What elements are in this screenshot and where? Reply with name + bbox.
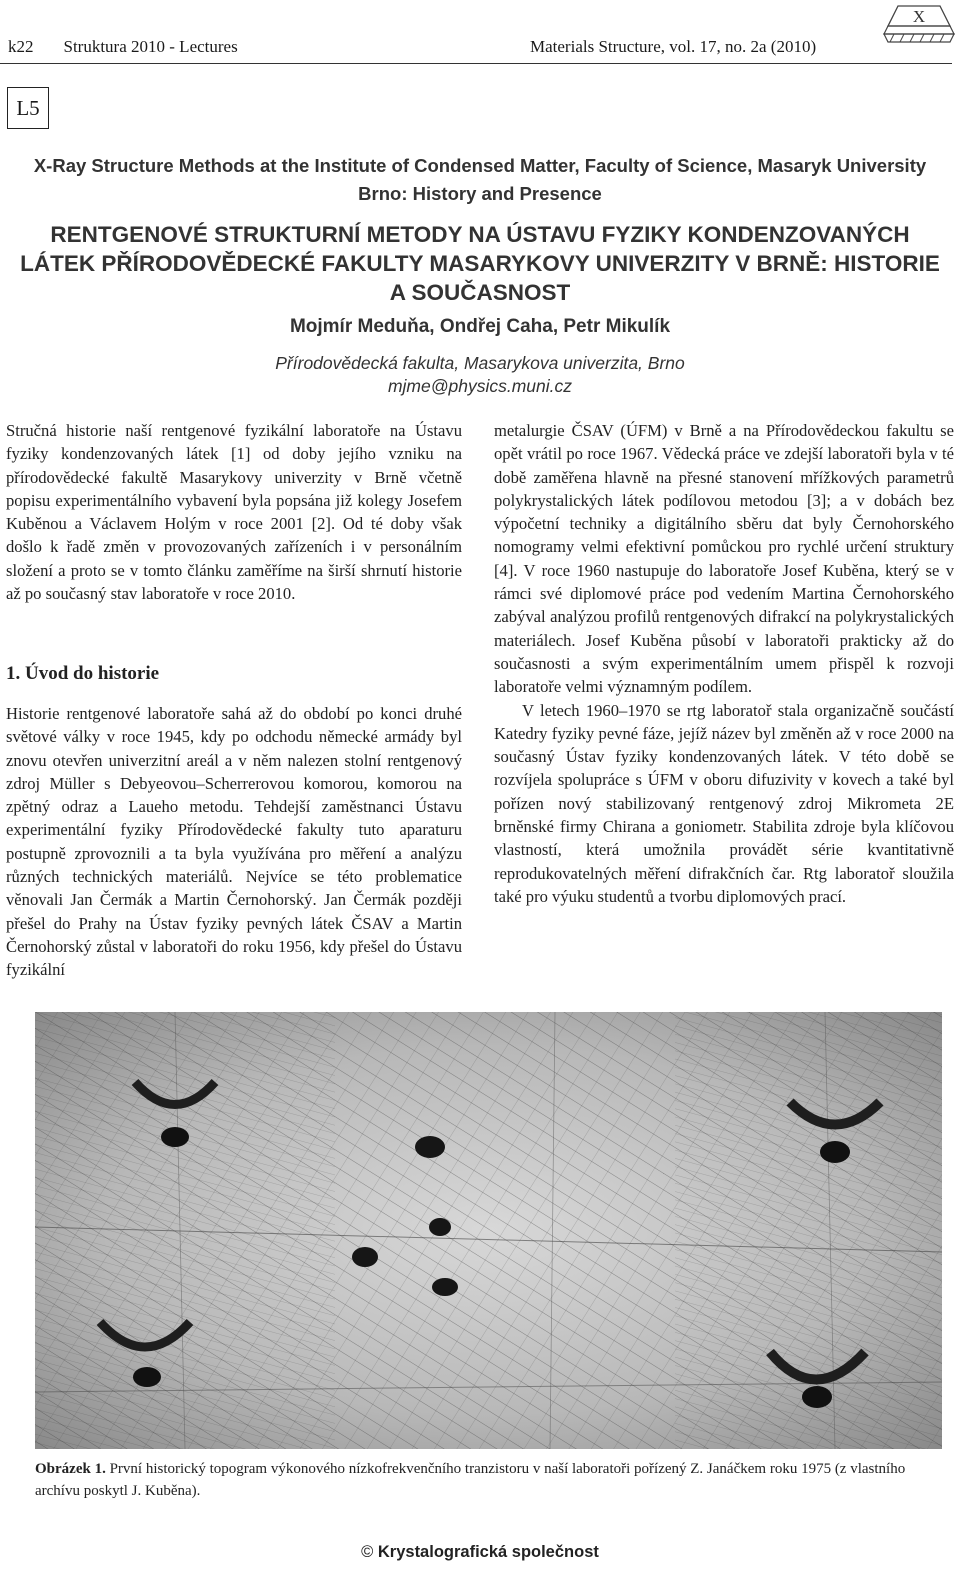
english-title: X-Ray Structure Methods at the Institute of Condensed Matter, Faculty of Science, Masaryk University Brno: History and Presence: [33, 155, 927, 204]
topogram-photo: [35, 1012, 942, 1449]
affiliation: Přírodovědecká fakulta, Masarykova univerzita, Brno: [275, 353, 685, 373]
journal-logo-icon: [880, 0, 958, 58]
czech-title: RENTGENOVÉ STRUKTURNÍ METODY NA ÚSTAVU FYZIKY KONDENZOVANÝCH LÁTEK PŘÍRODOVĚDECKÉ FAKULTY MASARYKOVY UNIVERZITY V BRNĚ: HISTORIE A SOUČASNOST: [20, 222, 940, 305]
lecture-code-box: L5: [7, 87, 49, 129]
authors: Mojmír Meduňa, Ondřej Caha, Petr Mikulík: [289, 316, 671, 337]
page-number: k22: [8, 37, 34, 56]
header-left: [8, 37, 238, 57]
running-header: [0, 37, 960, 63]
figure-caption-text: První historický topogram výkonového nízkofrekvenčního tranzistoru v naší laboratoři pořízený Z. Janáčkem roku 1975 (z vlastního archívu poskytl J. Kuběna).: [35, 1461, 906, 1499]
abstract-text: Stručná historie naší rentgenové fyzikální laboratoře na Ústavu fyziky kondenzovaných látek [1] od doby jejího vzniku na přírodovědecké fakultě Masarykovy univerzity v Brně včetně popisu experimentálního vybavení byla popsána již kolegy Josefem Kuběnou a Václavem Holým v roce 2001 [2]. Od té doby však došlo k řadě změn v provozovaných zařízeních i v personálním složení a proto se v tomto článku zaměříme na širší shrnutí historie až po současný stav laboratoře v roce 2010.: [6, 421, 462, 604]
logo-letter: X: [912, 7, 926, 26]
footer: [0, 1543, 960, 1562]
left-column-body: [6, 702, 462, 982]
email[interactable]: mjme@physics.muni.cz: [387, 376, 573, 396]
section-heading: 1. Úvod do historie: [6, 663, 160, 684]
society-name: Krystalografická společnost: [377, 1543, 599, 1561]
paragraph: V letech 1960–1970 se rtg laboratoř stala organizačně součástí Katedry fyziky pevné fáze, jejíž název byl změněn až v roce 2000 na současný Ústav fyziky kondenzovaných látek. V této době se rozvíjela spolupráce s ÚFM v oboru difuzivity v kovech a také byl pořízen nový stabilizovaný rentgenový zdroj Mikrometa 2E brněnské firmy Chirana a goniometr. Stabilita zdroje byla klíčovou vlastností, která umožnila provádět série kvantitativně reprodukovatelných měření difrakčních čar. Rtg laboratoř sloužila také pro výuku studentů a tvorbu diplomových prací.: [494, 700, 954, 906]
conference-name: Struktura 2010 - Lectures: [63, 37, 238, 56]
affiliation-block: [0, 352, 960, 398]
figure-caption: [35, 1458, 945, 1502]
journal-citation: Materials Structure, vol. 17, no. 2a (2010): [530, 37, 817, 56]
abstract: [6, 419, 462, 605]
paragraph: metalurgie ČSAV (ÚFM) v Brně a na Přírodovědeckou fakultu se opět vrátil po roce 1967. Vědecká práce ve zdejší laboratoři byla v té době zaměřena hlavně na přesné stanovení mřížkových parametrů polykrystalických látek podílovou metodou [3]; a v dobách bez výpočetní techniky a digitálního sběru dat byly Černohorského nomogramy velmi efektivní pomůckou pro rychlé určení struktury [4]. V roce 1960 nastupuje do laboratoře Josef Kuběna, který se v rámci své diplomové práce pod vedením Martina Černohorského zabýval analýzou profilů rentgenových difrakcí na polykrystalických materiálech. Josef Kuběna působí v laboratoři prakticky až do současnosti a svým experimentálním umem přispěl k rozvoji laboratoře velmi významným podílem.: [494, 421, 954, 697]
copyright-icon: ©: [361, 1543, 374, 1561]
header-rule: [0, 63, 952, 64]
figure-label: Obrázek 1.: [35, 1461, 106, 1477]
paragraph: Historie rentgenové laboratoře sahá až do období po konci druhé světové války v roce 1945, kdy po odchodu německé armády byl znovu otevřen univerzitní areál a v něm nalezen stolní rentgenový zdroj Müller s Debyeovou–Scherrerovou komorou, komorou na zpětný odraz a Laueho metodu. Tehdejší zaměstnanci Ústavu experimentální fyziky Přírodovědecké fakulty tuto aparaturu postupně zprovoznili a ta byla využívána pro měření a analýzu různých technických materiálů. Nejvíce se této problematice věnovali Jan Čermák a Martin Černohorský. Jan Čermák později přešel do Prahy na Ústav fyziky pevných látek ČSAV a Martin Černohorský zůstal v laboratoři do roku 1956, kdy přešel do Ústavu fyzikální: [6, 704, 462, 980]
right-column-body: [494, 419, 954, 908]
